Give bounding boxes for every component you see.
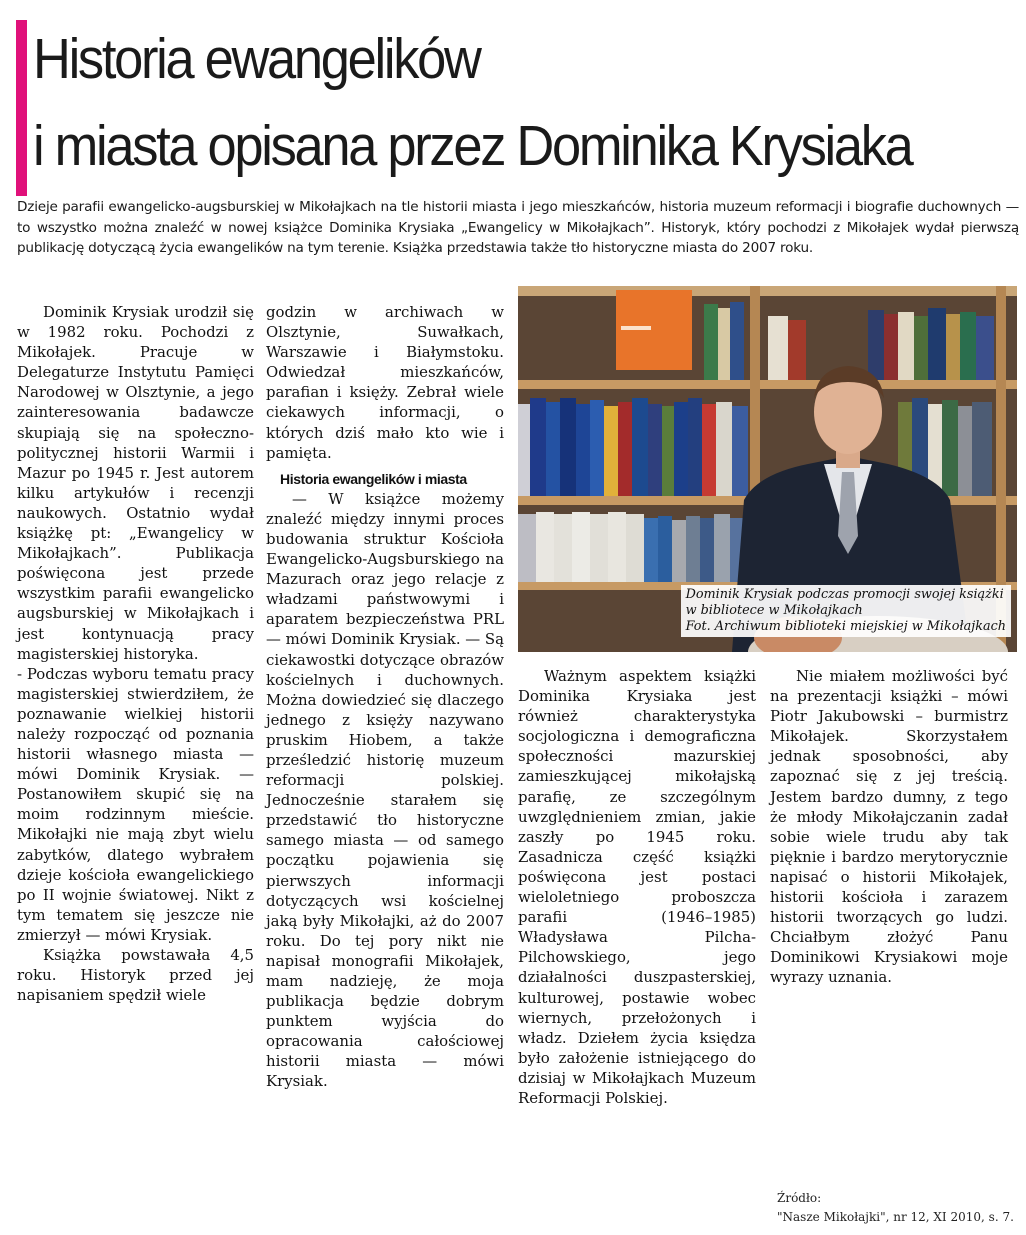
column-3-paragraph-1: Ważnym aspektem książki Dominika Krysiaka jest również charakterystyka socjologiczna i demograficzna społeczności mazurskiej zamieszkującej mikołajską parafię, ze szczególnym uwzględnieniem zmian, jakie zaszły po 1945 roku. Zasadnicza część książki poświęcona jest postaci wieloletniego proboszcza parafii (1946–1985) Władysława Pilcha-Pilchowskiego, jego działalności duszpasterskiej, kulturowej, postawie wobec wiernych, przełożonych i władz. Dziełem życia księdza było założenie istniejącego do dzisiaj w Mikołajkach Muzeum Reformacji Polskiej. [518, 667, 756, 1107]
caption-line-1: Dominik Krysiak podczas promocji swojej książki [685, 587, 1004, 602]
column-1-paragraph-1: Dominik Krysiak urodził się w 1982 roku. Pochodzi z Mikołajek. Pracuje w Delegaturze Instytutu Pamięci Narodowej w Olsztynie, a jego zainteresowania badawcze skupiają się na społeczno-politycznej historii Warmii i Mazur po 1945 r. Jest autorem kilku artykułów i recenzji naukowych. Ostatnio wydał książkę pt: „Ewangelicy w Mikołajkach”. Publikacja poświęcona jest przede wszystkim parafii ewangelicko augsburskiej w Mikołajkach i jest kontynuacją pracy magisterskiej historyka. [17, 303, 254, 663]
article-headline [33, 16, 939, 190]
article-column-1 [17, 302, 254, 1005]
caption-photo-credit: Fot. Archiwum biblioteki miejskiej w Mikołajkach [685, 619, 1006, 634]
photo-caption [681, 585, 1011, 637]
headline-accent-bar [16, 20, 27, 196]
column-2-paragraph-1: godzin w archiwach w Olsztynie, Suwałkach, Warszawie i Białymstoku. Odwiedzał mieszkańców, parafian i księży. Zebrał wiele ciekawych informacji, o których dziś mało kto wie i pamięta. [266, 303, 504, 462]
section-subheading: Historia ewangelików i miasta [280, 470, 467, 487]
headline-line-2: i miasta opisana przez Dominika Krysiaka [33, 114, 912, 178]
article-column-2 [266, 302, 504, 1092]
headline-line-1: Historia ewangelików [33, 27, 480, 91]
column-4-paragraph-1: Nie miałem możliwości być na prezentacji książki – mówi Piotr Jakubowski – burmistrz Mikołajek. Skorzystałem jednak sposobności, aby zapoznać się z jej treścią. Jestem bardzo dumny, z tego że młody Mikołajczanin zadał sobie wiele trudu aby tak pięknie i bardzo merytorycznie napisać o historii Mikołajek, historii kościoła i zarazem historii tworzących go ludzi. Chciałbym złożyć Panu Dominikowi Krysiakowi moje wyrazy uznania. [770, 667, 1008, 987]
column-1-paragraph-3: Książka powstawała 4,5 roku. Historyk przed jej napisaniem spędził wiele [17, 946, 254, 1005]
article-column-4 [770, 666, 1008, 988]
source-label: Źródło: [777, 1191, 822, 1205]
article-column-3 [518, 666, 756, 1108]
source-note [777, 1189, 1014, 1227]
column-1-paragraph-2: - Podczas wyboru tematu pracy magisterskiej stwierdziłem, że poznawanie wielkiej historii należy rozpocząć od poznania historii własnego miasta — mówi Dominik Krysiak. — Postanowiłem skupić się na moim rodzinnym mieście. Mikołajki nie mają zbyt wielu zabytków, dlatego wybrałem dzieje kościoła ewangelickiego po II wojnie światowej. Nikt z tym tematem się jeszcze nie zmierzył — mówi Krysiak. [17, 664, 254, 944]
caption-line-2: w bibliotece w Mikołajkach [685, 603, 863, 618]
column-2-paragraph-2: — W książce możemy znaleźć między innymi proces budowania struktur Kościoła Ewangelicko-Augsburskiego na Mazurach oraz jego relacje z władzami państwowymi i aparatem bezpieczeństwa PRL — mówi Dominik Krysiak. — Są ciekawostki dotyczące obrazów kościelnych i duchownych. Można dowiedzieć się dlaczego jednego z księży nazywano pruskim Hiobem, a także prześledzić historię muzeum reformacji polskiej. Jednocześnie starałem się przedstawić tło historyczne samego miasta — od samego początku pojawienia się pierwszych informacji dotyczących wsi kościelnej jaką były Mikołajki, aż do 2007 roku. Do tej pory nikt nie napisał monografii Mikołajek, mam nadzieję, że moja publikacja będzie dobrym punktem wyjścia do opracowania całościowej historii miasta — mówi Krysiak. [266, 489, 504, 1091]
article-lead: Dzieje parafii ewangelicko-augsburskiej w Mikołajkach na tle historii miasta i jego mieszkańców, historia muzeum reformacji i biografie duchownych — to wszystko można znaleźć w nowej książce Dominika Krysiaka „Ewangelicy w Mikołajkach”. Historyk, który pochodzi z Mikołajek wydał pierwszą publikację dotyczącą życia ewangelików na tym terenie. Książka przedstawia także tło historyczne miasta do 2007 roku. [17, 199, 1019, 256]
source-citation: "Nasze Mikołajki", nr 12, XI 2010, s. 7. [777, 1210, 1014, 1224]
article-photo [518, 286, 1017, 652]
